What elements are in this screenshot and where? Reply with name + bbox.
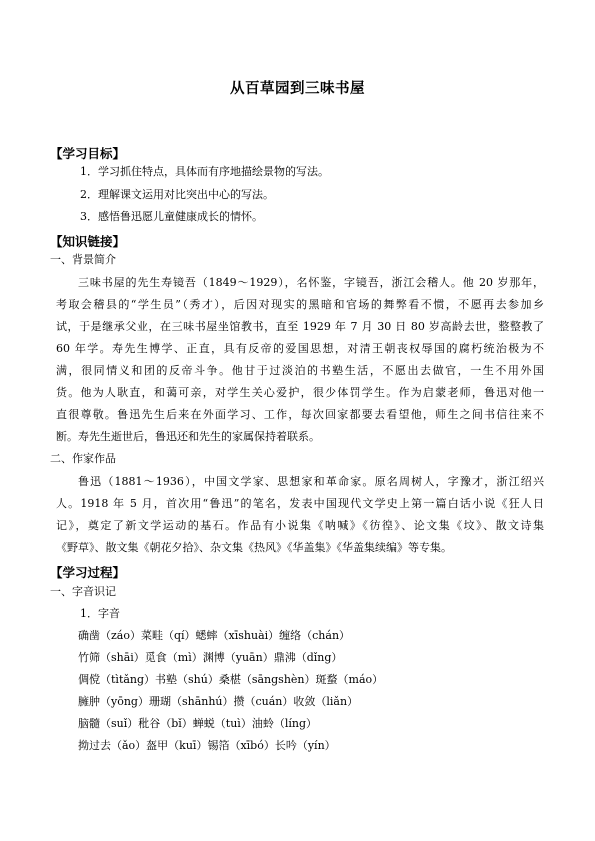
paragraph-line: 记》，奠定了新文学运动的基石。作品有小说集《呐喊》《彷徨》、论文集《坟》、散文诗集 [56, 519, 544, 532]
pronunciation-line: 脑髓（suǐ）秕谷（bǐ）蝉蜕（tuì）油蛉（líng） [78, 717, 317, 730]
subheading-pronunciation: 一、字音识记 [50, 585, 116, 598]
pronunciation-line: 臃肿（yōng）珊瑚（shānhú）攒（cuán）收敛（liǎn） [78, 695, 359, 708]
paragraph-line: 满，很同情义和团的反帝斗争。他甘于过淡泊的书塾生活，不愿出去做官，一生不用外国 [56, 364, 544, 377]
pronunciation-line: 确凿（záo）菜畦（qí）蟋蟀（xīshuài）缠络（chán） [78, 629, 351, 642]
subheading-character-sounds: 1．字音 [80, 607, 120, 620]
paragraph-line: 鲁迅（1881～1936），中国文学家、思想家和革命家。原名周树人，字豫才，浙江绍兴 [78, 475, 544, 488]
goal-item: 3．感悟鲁迅愿儿童健康成长的情怀。 [80, 210, 263, 223]
paragraph-line: 试，于是继承父业，在三味书屋坐馆教书，直至 1929 年 7 月 30 日 80 岁高龄去世，整整教了 [56, 320, 544, 333]
page-title: 从百草园到三味书屋 [230, 81, 365, 97]
paragraph-line: 《野草》、散文集《朝花夕拾》、杂文集《热风》《华盖集》《华盖集续编》等专集。 [56, 541, 452, 554]
pronunciation-line: 拗过去（ǎo）盔甲（kuī）锡箔（xībó）长吟（yín） [78, 739, 336, 752]
section-heading-goals: 【学习目标】 [50, 146, 126, 161]
subheading-background: 一、背景简介 [50, 253, 116, 266]
paragraph-line: 考取会稽县的“学生员”（秀才），后因对现实的黑暗和官场的舞弊看不惯，不愿再去参加乡 [56, 298, 544, 311]
goal-item: 2．理解课文运用对比突出中心的写法。 [80, 188, 274, 201]
paragraph-line: 货。他为人耿直，和蔼可亲，对学生关心爱护，很少体罚学生。作为启蒙老师，鲁迅对他一 [56, 386, 544, 399]
paragraph-line: 断。寿先生逝世后，鲁迅还和先生的家属保持着联系。 [56, 430, 320, 443]
subheading-author: 二、作家作品 [50, 452, 116, 465]
pronunciation-line: 倜傥（tìtǎng）书塾（shú）桑椹（sāngshèn）斑蝥（máo） [78, 673, 384, 686]
paragraph-line: 人。1918 年 5 月，首次用“鲁迅”的笔名，发表中国现代文学史上第一篇白话小说《狂人日 [56, 497, 544, 510]
paragraph-line: 60 年学。寿先生博学、正直，具有反帝的爱国思想，对清王朝丧权辱国的腐朽统治极为不 [56, 342, 544, 355]
paragraph-line: 三味书屋的先生寿镜吾（1849～1929），名怀鉴，字镜吾，浙江会稽人。他 20 岁那年， [78, 276, 544, 289]
pronunciation-line: 竹筛（shāi）觅食（mì）渊博（yuān）鼎沸（dǐng） [78, 651, 343, 664]
section-heading-process: 【学习过程】 [50, 565, 126, 580]
paragraph-line: 直很尊敬。鲁迅先生后来在外面学习、工作，每次回家都要去看望他，师生之间书信往来不 [56, 408, 544, 421]
goal-item: 1．学习抓住特点，具体而有序地描绘景物的写法。 [80, 165, 329, 178]
section-heading-knowledge: 【知识链接】 [50, 234, 126, 249]
